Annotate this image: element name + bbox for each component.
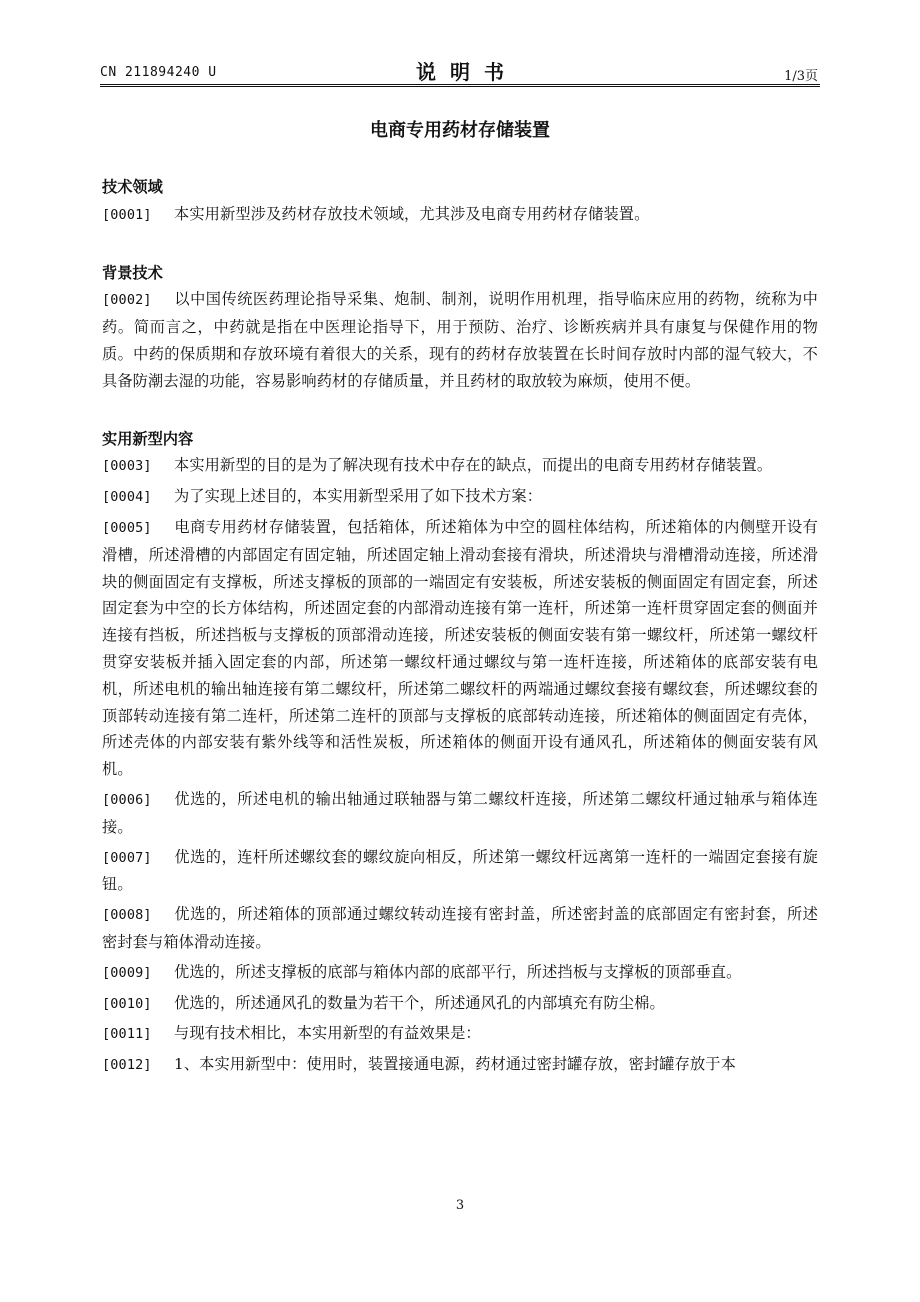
paragraph [102,201,818,229]
page-number: 3 [455,1198,465,1213]
section-heading: 背景技术 [102,263,163,282]
paragraph [102,990,818,1018]
paragraph-text: 优选的，连杆所述螺纹套的螺纹旋向相反，所述第一螺纹杆远离第一连杆的一端固定套接有旋钮。 [102,847,818,894]
patent-number: CN 211894240 U [100,65,217,80]
paragraph-text: 优选的，所述箱体的顶部通过螺纹转动连接有密封盖，所述密封盖的底部固定有密封套，所述密封套与箱体滑动连接。 [102,905,818,951]
section-heading: 技术领域 [102,178,163,196]
paragraph [102,452,818,480]
paragraph-text: 优选的，所述通风孔的数量为若干个，所述通风孔的内部填充有防尘棉。 [174,993,665,1012]
paragraph [102,483,818,511]
page-indicator: 1/3页 [784,69,818,84]
paragraph-number: [0010] [102,995,152,1012]
paragraph-text: 本实用新型的目的是为了解决现有技术中存在的缺点，而提出的电商专用药材存储装置。 [174,456,773,475]
paragraph-number: [0007] [102,849,152,866]
section-spacer [102,232,818,260]
paragraph [102,959,818,987]
document-title: 电商专用药材存储装置 [370,120,550,141]
paragraph-text: 1、本实用新型中：使用时，装置接通电源，药材通过密封罐存放，密封罐存放于本 [174,1055,736,1074]
paragraph-number: [0004] [102,489,152,506]
document-type-heading: 说明书 [416,60,518,84]
paragraph-number: [0008] [102,907,152,924]
paragraph-text: 以中国传统医药理论指导采集、炮制、制剂，说明作用机理，指导临床应用的药物，统称为中药。简而言之，中药就是指在中医理论指导下，用于预防、治疗、诊断疾病并具有康复与保健作用的物质。中药的保质期和存放环境有着很大的关系，现有的药材存放装置在长时间存放时内部的湿气较大，不具备防潮去湿的功能，容易影响药材的存储质量，并且药材的取放较为麻烦，使用不便。 [102,290,818,390]
paragraph-number: [0012] [102,1057,152,1074]
paragraph [102,786,818,841]
paragraph-number: [0002] [102,292,152,309]
section-utility-model-content [102,426,818,1079]
paragraph-number: [0006] [102,791,152,808]
paragraph [102,286,818,394]
section-technical-field [102,174,818,229]
paragraph-number: [0009] [102,964,152,981]
paragraph [102,901,818,956]
paragraph [102,844,818,899]
paragraph-text: 优选的，所述电机的输出轴通过联轴器与第二螺纹杆连接，所述第二螺纹杆通过轴承与箱体连接。 [102,789,818,836]
paragraph-text: 优选的，所述支撑板的底部与箱体内部的底部平行，所述挡板与支撑板的顶部垂直。 [174,962,742,981]
header-divider [100,84,820,87]
paragraph-number: [0003] [102,458,152,475]
paragraph-number: [0011] [102,1026,152,1043]
paragraph [102,514,818,783]
section-heading: 实用新型内容 [102,429,194,448]
section-background-art [102,260,818,395]
paragraph [102,1020,818,1048]
paragraph-text: 电商专用药材存储装置，包括箱体，所述箱体为中空的圆柱体结构，所述箱体的内侧壁开设有滑槽，所述滑槽的内部固定有固定轴，所述固定轴上滑动套接有滑块，所述滑块与滑槽滑动连接，所述滑块的侧面固定有支撑板，所述支撑板的顶部的一端固定有安装板，所述安装板的侧面固定有固定套，所述固定套为中空的长方体结构，所述固定套的内部滑动连接有第一连杆，所述第一连杆贯穿固定套的侧面并连接有挡板，所述挡板与支撑板的顶部滑动连接，所述安装板的侧面安装有第一螺纹杆，所述第一螺纹杆贯穿安装板并插入固定套的内部，所述第一螺纹杆通过螺纹与第一连杆连接，所述箱体的底部安装有电机，所述电机的输出轴连接有第二螺纹杆，所述第二螺纹杆的两端通过螺纹套接有螺纹套，所述螺纹套的顶部转动连接有第二连杆，所述第二连杆的顶部与支撑板的底部转动连接，所述箱体的侧面固定有壳体，所述壳体的内部安装有紫外线等和活性炭板，所述箱体的侧面开设有通风孔，所述箱体的侧面安装有风机。 [102,517,818,779]
paragraph [102,1051,818,1079]
paragraph-number: [0001] [102,206,152,223]
section-spacer [102,398,818,426]
paragraph-text: 本实用新型涉及药材存放技术领域，尤其涉及电商专用药材存储装置。 [174,204,650,223]
paragraph-number: [0005] [102,519,152,536]
paragraph-text: 与现有技术相比，本实用新型的有益效果是： [174,1024,481,1043]
paragraph-text: 为了实现上述目的，本实用新型采用了如下技术方案： [174,487,543,506]
document-body [102,174,818,1082]
